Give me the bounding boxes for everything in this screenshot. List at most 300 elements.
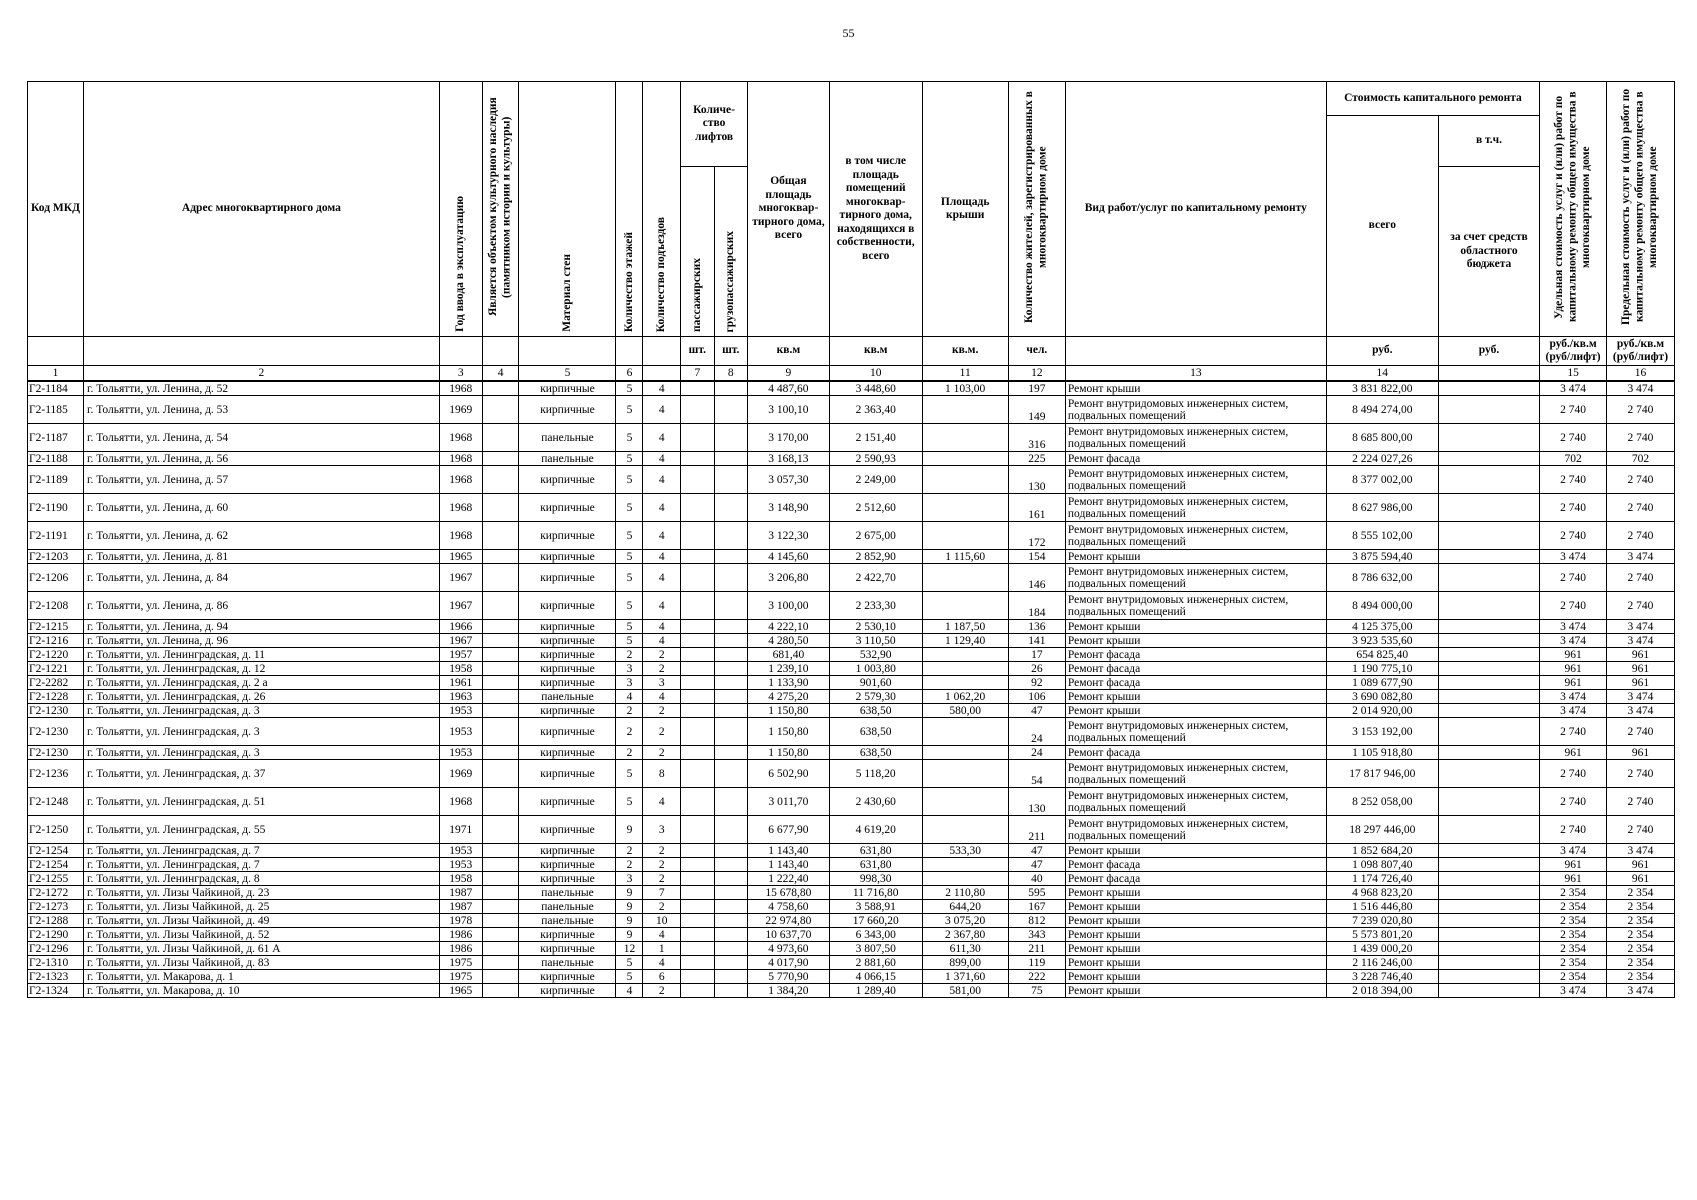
cell-residents: 154 bbox=[1008, 550, 1065, 564]
cell-cost-total: 8 627 986,00 bbox=[1326, 494, 1438, 522]
cell-entrances: 4 bbox=[643, 381, 681, 396]
cell-owned-area: 1 003,80 bbox=[829, 662, 922, 676]
header-year-text: Год ввода в эксплуатацию bbox=[454, 196, 467, 332]
cell-lifts-passenger bbox=[681, 466, 714, 494]
cell-work-type bbox=[1065, 900, 1326, 914]
cell-work-type bbox=[1065, 872, 1326, 886]
cell-max-cost: 2 354 bbox=[1606, 900, 1674, 914]
cell-year: 1969 bbox=[439, 760, 482, 788]
table-row bbox=[28, 424, 1675, 452]
unit-max-cost: руб./кв.м (руб/лифт) bbox=[1606, 337, 1674, 366]
cell-floors: 9 bbox=[616, 816, 643, 844]
cell-code: Г2-1184 bbox=[28, 381, 84, 396]
cell-heritage bbox=[482, 634, 519, 648]
cell-floors: 3 bbox=[616, 662, 643, 676]
cell-cost-regional bbox=[1438, 494, 1539, 522]
cell-cost-regional bbox=[1438, 424, 1539, 452]
cell-lifts-passenger bbox=[681, 424, 714, 452]
cell-floors: 5 bbox=[616, 970, 643, 984]
cell-work-type bbox=[1065, 746, 1326, 760]
cell-work-type bbox=[1065, 788, 1326, 816]
cell-wall-material: кирпичные bbox=[519, 844, 616, 858]
cell-residents: 47 bbox=[1008, 858, 1065, 872]
cell-entrances: 8 bbox=[643, 760, 681, 788]
cell-wall-material: кирпичные bbox=[519, 564, 616, 592]
cell-total-area: 1 143,40 bbox=[747, 844, 829, 858]
cell-work-type bbox=[1065, 396, 1326, 424]
cell-lifts-passenger bbox=[681, 872, 714, 886]
cell-max-cost: 2 740 bbox=[1606, 494, 1674, 522]
cell-code: Г2-1254 bbox=[28, 844, 84, 858]
work-type-line-2: подвальных помещений bbox=[1067, 577, 1186, 590]
cell-roof-area: 3 075,20 bbox=[922, 914, 1008, 928]
cell-entrances: 4 bbox=[643, 928, 681, 942]
cell-work-type bbox=[1065, 634, 1326, 648]
cell-max-cost: 2 354 bbox=[1606, 942, 1674, 956]
cell-lifts-passenger bbox=[681, 858, 714, 872]
cell-owned-area: 2 579,30 bbox=[829, 690, 922, 704]
cell-lifts-cargo bbox=[714, 844, 747, 858]
cell-address: г. Тольятти, ул. Ленинградская, д. 12 bbox=[84, 662, 440, 676]
cell-roof-area: 1 103,00 bbox=[922, 381, 1008, 396]
cell-lifts-passenger bbox=[681, 718, 714, 746]
cell-cost-regional bbox=[1438, 620, 1539, 634]
table-row bbox=[28, 466, 1675, 494]
cell-year: 1958 bbox=[439, 872, 482, 886]
cell-heritage bbox=[482, 550, 519, 564]
cell-year: 1987 bbox=[439, 900, 482, 914]
cell-lifts-cargo bbox=[714, 634, 747, 648]
table-row bbox=[28, 956, 1675, 970]
cell-lifts-passenger bbox=[681, 746, 714, 760]
cell-total-area: 4 280,50 bbox=[747, 634, 829, 648]
cell-entrances: 2 bbox=[643, 718, 681, 746]
cell-wall-material: кирпичные bbox=[519, 984, 616, 998]
cell-total-area: 4 973,60 bbox=[747, 942, 829, 956]
cell-roof-area bbox=[922, 816, 1008, 844]
col-number: 5 bbox=[519, 366, 616, 382]
cell-unit-cost: 2 740 bbox=[1540, 494, 1607, 522]
work-type-line: Ремонт крыши bbox=[1067, 984, 1141, 997]
work-type-line: Ремонт внутридомовых инженерных систем, bbox=[1067, 593, 1289, 606]
cell-roof-area bbox=[922, 718, 1008, 746]
cell-total-area: 10 637,70 bbox=[747, 928, 829, 942]
cell-floors: 2 bbox=[616, 844, 643, 858]
work-type-line: Ремонт внутридомовых инженерных систем, bbox=[1067, 467, 1289, 480]
cell-address: г. Тольятти, ул. Лизы Чайкиной, д. 83 bbox=[84, 956, 440, 970]
header-residents bbox=[1008, 82, 1065, 337]
cell-address: г. Тольятти, ул. Ленинградская, д. 37 bbox=[84, 760, 440, 788]
header-cost-total: всего bbox=[1326, 116, 1438, 337]
header-floors-text: Количество этажей bbox=[622, 231, 635, 332]
cell-lifts-cargo bbox=[714, 886, 747, 900]
cell-entrances: 4 bbox=[643, 494, 681, 522]
cell-address: г. Тольятти, ул. Макарова, д. 1 bbox=[84, 970, 440, 984]
cell-total-area: 5 770,90 bbox=[747, 970, 829, 984]
work-type-line: Ремонт крыши bbox=[1067, 620, 1141, 633]
cell-cost-regional bbox=[1438, 886, 1539, 900]
cell-unit-cost: 2 354 bbox=[1540, 942, 1607, 956]
cell-wall-material: панельные bbox=[519, 914, 616, 928]
cell-lifts-passenger bbox=[681, 522, 714, 550]
cell-lifts-passenger bbox=[681, 564, 714, 592]
cell-owned-area: 11 716,80 bbox=[829, 886, 922, 900]
col-number-empty bbox=[1438, 366, 1539, 382]
cell-wall-material: кирпичные bbox=[519, 662, 616, 676]
cell-unit-cost: 961 bbox=[1540, 746, 1607, 760]
cell-wall-material: кирпичные bbox=[519, 816, 616, 844]
cell-code: Г2-1230 bbox=[28, 746, 84, 760]
table-row bbox=[28, 942, 1675, 956]
cell-address: г. Тольятти, ул. Ленинградская, д. 11 bbox=[84, 648, 440, 662]
cell-owned-area: 2 249,00 bbox=[829, 466, 922, 494]
cell-entrances: 4 bbox=[643, 396, 681, 424]
cell-owned-area: 2 430,60 bbox=[829, 788, 922, 816]
cell-residents: 24 bbox=[1008, 746, 1065, 760]
cell-cost-total: 17 817 946,00 bbox=[1326, 760, 1438, 788]
cell-residents: 161 bbox=[1008, 494, 1065, 522]
cell-wall-material: кирпичные bbox=[519, 858, 616, 872]
cell-floors: 5 bbox=[616, 956, 643, 970]
work-type-line: Ремонт внутридомовых инженерных систем, bbox=[1067, 817, 1289, 830]
cell-roof-area bbox=[922, 746, 1008, 760]
work-type-line: Ремонт внутридомовых инженерных систем, bbox=[1067, 523, 1289, 536]
cell-year: 1968 bbox=[439, 452, 482, 466]
table-row bbox=[28, 564, 1675, 592]
work-type-line: Ремонт крыши bbox=[1067, 956, 1141, 969]
cell-owned-area: 2 512,60 bbox=[829, 494, 922, 522]
col-number: 12 bbox=[1008, 366, 1065, 382]
cell-cost-total: 2 224 027,26 bbox=[1326, 452, 1438, 466]
work-type-line-2: подвальных помещений bbox=[1067, 437, 1186, 450]
cell-cost-total: 3 690 082,80 bbox=[1326, 690, 1438, 704]
cell-year: 1957 bbox=[439, 648, 482, 662]
cell-floors: 9 bbox=[616, 886, 643, 900]
cell-address: г. Тольятти, ул. Ленинградская, д. 26 bbox=[84, 690, 440, 704]
table-row bbox=[28, 592, 1675, 620]
cell-lifts-cargo bbox=[714, 690, 747, 704]
cell-lifts-cargo bbox=[714, 676, 747, 690]
cell-heritage bbox=[482, 452, 519, 466]
cell-max-cost: 2 354 bbox=[1606, 886, 1674, 900]
cell-year: 1971 bbox=[439, 816, 482, 844]
cell-unit-cost: 3 474 bbox=[1540, 634, 1607, 648]
table-row bbox=[28, 928, 1675, 942]
cell-heritage bbox=[482, 396, 519, 424]
cell-lifts-cargo bbox=[714, 900, 747, 914]
header-roof-area: Площадь крыши bbox=[922, 82, 1008, 337]
cell-owned-area: 638,50 bbox=[829, 718, 922, 746]
cell-lifts-passenger bbox=[681, 816, 714, 844]
cell-lifts-cargo bbox=[714, 970, 747, 984]
cell-cost-regional bbox=[1438, 914, 1539, 928]
unit-work-type bbox=[1065, 337, 1326, 366]
cell-wall-material: кирпичные bbox=[519, 928, 616, 942]
header-unit-cost-text: Удельная стоимость услуг и (или) работ по капитальному ремонту общего имущества в многоквартирном доме bbox=[1552, 91, 1592, 323]
cell-lifts-cargo bbox=[714, 718, 747, 746]
cell-lifts-cargo bbox=[714, 760, 747, 788]
cell-entrances: 3 bbox=[643, 676, 681, 690]
cell-unit-cost: 3 474 bbox=[1540, 620, 1607, 634]
work-type-line: Ремонт фасада bbox=[1067, 676, 1141, 689]
work-type-line: Ремонт внутридомовых инженерных систем, bbox=[1067, 397, 1289, 410]
cell-entrances: 4 bbox=[643, 634, 681, 648]
cell-unit-cost: 2 740 bbox=[1540, 760, 1607, 788]
cell-address: г. Тольятти, ул. Ленинградская, д. 3 bbox=[84, 746, 440, 760]
cell-year: 1967 bbox=[439, 592, 482, 620]
cell-lifts-cargo bbox=[714, 381, 747, 396]
cell-work-type bbox=[1065, 886, 1326, 900]
cell-code: Г2-1228 bbox=[28, 690, 84, 704]
cell-cost-total: 1 190 775,10 bbox=[1326, 662, 1438, 676]
cell-total-area: 681,40 bbox=[747, 648, 829, 662]
cell-residents: 211 bbox=[1008, 816, 1065, 844]
cell-entrances: 6 bbox=[643, 970, 681, 984]
cell-total-area: 1 150,80 bbox=[747, 746, 829, 760]
cell-roof-area: 2 367,80 bbox=[922, 928, 1008, 942]
cell-lifts-cargo bbox=[714, 956, 747, 970]
cell-address: г. Тольятти, ул. Ленина, д. 56 bbox=[84, 452, 440, 466]
cell-work-type bbox=[1065, 858, 1326, 872]
cell-lifts-passenger bbox=[681, 634, 714, 648]
cell-work-type bbox=[1065, 914, 1326, 928]
work-type-line-2: подвальных помещений bbox=[1067, 829, 1186, 842]
cell-code: Г2-1188 bbox=[28, 452, 84, 466]
cell-lifts-passenger bbox=[681, 886, 714, 900]
cell-code: Г2-1220 bbox=[28, 648, 84, 662]
cell-roof-area: 1 187,50 bbox=[922, 620, 1008, 634]
cell-cost-regional bbox=[1438, 662, 1539, 676]
cell-year: 1968 bbox=[439, 466, 482, 494]
cell-work-type bbox=[1065, 760, 1326, 788]
cell-address: г. Тольятти, ул. Ленинградская, д. 2 а bbox=[84, 676, 440, 690]
col-number: 8 bbox=[714, 366, 747, 382]
header-lifts-cargo-text: грузопассажирских bbox=[724, 230, 736, 332]
cell-cost-total: 1 089 677,90 bbox=[1326, 676, 1438, 690]
cell-total-area: 6 677,90 bbox=[747, 816, 829, 844]
cell-cost-regional bbox=[1438, 844, 1539, 858]
cell-roof-area bbox=[922, 676, 1008, 690]
cell-owned-area: 3 110,50 bbox=[829, 634, 922, 648]
unit-unit-cost: руб./кв.м (руб/лифт) bbox=[1540, 337, 1607, 366]
cell-max-cost: 2 354 bbox=[1606, 914, 1674, 928]
cell-floors: 3 bbox=[616, 872, 643, 886]
cell-roof-area bbox=[922, 424, 1008, 452]
cell-residents: 812 bbox=[1008, 914, 1065, 928]
cell-owned-area: 2 233,30 bbox=[829, 592, 922, 620]
work-type-line: Ремонт крыши bbox=[1067, 886, 1141, 899]
cell-lifts-cargo bbox=[714, 704, 747, 718]
col-number: 13 bbox=[1065, 366, 1326, 382]
cell-year: 1975 bbox=[439, 970, 482, 984]
cell-floors: 5 bbox=[616, 592, 643, 620]
cell-floors: 5 bbox=[616, 564, 643, 592]
cell-heritage bbox=[482, 886, 519, 900]
cell-cost-total: 3 923 535,60 bbox=[1326, 634, 1438, 648]
col-number: 4 bbox=[482, 366, 519, 382]
cell-cost-total: 1 174 726,40 bbox=[1326, 872, 1438, 886]
cell-lifts-cargo bbox=[714, 494, 747, 522]
cell-work-type bbox=[1065, 844, 1326, 858]
cell-max-cost: 961 bbox=[1606, 872, 1674, 886]
cell-owned-area: 638,50 bbox=[829, 704, 922, 718]
cell-entrances: 2 bbox=[643, 662, 681, 676]
cell-unit-cost: 961 bbox=[1540, 872, 1607, 886]
cell-lifts-cargo bbox=[714, 396, 747, 424]
cell-cost-regional bbox=[1438, 564, 1539, 592]
cell-total-area: 22 974,80 bbox=[747, 914, 829, 928]
cell-wall-material: кирпичные bbox=[519, 396, 616, 424]
cell-owned-area: 2 530,10 bbox=[829, 620, 922, 634]
cell-owned-area: 638,50 bbox=[829, 746, 922, 760]
cell-heritage bbox=[482, 872, 519, 886]
cell-heritage bbox=[482, 381, 519, 396]
cell-lifts-cargo bbox=[714, 662, 747, 676]
cell-cost-total: 8 377 002,00 bbox=[1326, 466, 1438, 494]
cell-code: Г2-1323 bbox=[28, 970, 84, 984]
cell-entrances: 4 bbox=[643, 620, 681, 634]
cell-unit-cost: 702 bbox=[1540, 452, 1607, 466]
cell-floors: 5 bbox=[616, 381, 643, 396]
cell-unit-cost: 3 474 bbox=[1540, 844, 1607, 858]
cell-code: Г2-1310 bbox=[28, 956, 84, 970]
cell-total-area: 1 150,80 bbox=[747, 718, 829, 746]
capital-repair-register-table bbox=[27, 81, 1675, 998]
cell-owned-area: 532,90 bbox=[829, 648, 922, 662]
cell-cost-regional bbox=[1438, 858, 1539, 872]
unit-address bbox=[84, 337, 440, 366]
cell-floors: 9 bbox=[616, 900, 643, 914]
cell-roof-area bbox=[922, 872, 1008, 886]
work-type-line: Ремонт крыши bbox=[1067, 970, 1141, 983]
cell-heritage bbox=[482, 648, 519, 662]
cell-lifts-passenger bbox=[681, 592, 714, 620]
cell-total-area: 4 145,60 bbox=[747, 550, 829, 564]
cell-entrances: 4 bbox=[643, 592, 681, 620]
table-row bbox=[28, 704, 1675, 718]
cell-year: 1986 bbox=[439, 928, 482, 942]
header-cost-incl: в т.ч. bbox=[1438, 116, 1539, 167]
work-type-line: Ремонт внутридомовых инженерных систем, bbox=[1067, 565, 1289, 578]
cell-roof-area: 1 062,20 bbox=[922, 690, 1008, 704]
cell-address: г. Тольятти, ул. Макарова, д. 10 bbox=[84, 984, 440, 998]
cell-cost-total: 5 573 801,20 bbox=[1326, 928, 1438, 942]
cell-max-cost: 2 740 bbox=[1606, 816, 1674, 844]
cell-unit-cost: 2 740 bbox=[1540, 564, 1607, 592]
cell-owned-area: 631,80 bbox=[829, 858, 922, 872]
cell-roof-area bbox=[922, 564, 1008, 592]
cell-work-type bbox=[1065, 564, 1326, 592]
cell-lifts-passenger bbox=[681, 984, 714, 998]
cell-unit-cost: 3 474 bbox=[1540, 984, 1607, 998]
cell-code: Г2-1230 bbox=[28, 718, 84, 746]
cell-floors: 5 bbox=[616, 760, 643, 788]
cell-roof-area: 1 129,40 bbox=[922, 634, 1008, 648]
header-owned-area: в том числе площадь помещений многоквар-тирного дома, находящихся в собственности, всего bbox=[829, 82, 922, 337]
cell-roof-area: 533,30 bbox=[922, 844, 1008, 858]
cell-unit-cost: 2 740 bbox=[1540, 592, 1607, 620]
cell-work-type bbox=[1065, 494, 1326, 522]
cell-roof-area: 581,00 bbox=[922, 984, 1008, 998]
cell-floors: 4 bbox=[616, 690, 643, 704]
cell-residents: 136 bbox=[1008, 620, 1065, 634]
table-row bbox=[28, 858, 1675, 872]
cell-unit-cost: 961 bbox=[1540, 648, 1607, 662]
cell-max-cost: 2 740 bbox=[1606, 424, 1674, 452]
cell-cost-total: 8 786 632,00 bbox=[1326, 564, 1438, 592]
cell-heritage bbox=[482, 564, 519, 592]
cell-cost-total: 1 098 807,40 bbox=[1326, 858, 1438, 872]
cell-code: Г2-1221 bbox=[28, 662, 84, 676]
cell-residents: 222 bbox=[1008, 970, 1065, 984]
cell-code: Г2-1236 bbox=[28, 760, 84, 788]
table-row bbox=[28, 396, 1675, 424]
cell-total-area: 3 206,80 bbox=[747, 564, 829, 592]
work-type-line: Ремонт внутридомовых инженерных систем, bbox=[1067, 495, 1289, 508]
cell-max-cost: 961 bbox=[1606, 746, 1674, 760]
cell-cost-total: 8 555 102,00 bbox=[1326, 522, 1438, 550]
cell-lifts-passenger bbox=[681, 494, 714, 522]
cell-residents: 184 bbox=[1008, 592, 1065, 620]
cell-work-type bbox=[1065, 956, 1326, 970]
cell-owned-area: 2 881,60 bbox=[829, 956, 922, 970]
work-type-line-2: подвальных помещений bbox=[1067, 535, 1186, 548]
cell-unit-cost: 2 354 bbox=[1540, 956, 1607, 970]
cell-year: 1978 bbox=[439, 914, 482, 928]
work-type-line: Ремонт крыши bbox=[1067, 690, 1141, 703]
cell-lifts-cargo bbox=[714, 872, 747, 886]
cell-code: Г2-1185 bbox=[28, 396, 84, 424]
cell-total-area: 4 487,60 bbox=[747, 381, 829, 396]
cell-wall-material: кирпичные bbox=[519, 381, 616, 396]
cell-wall-material: кирпичные bbox=[519, 872, 616, 886]
cell-year: 1963 bbox=[439, 690, 482, 704]
col-number: 14 bbox=[1326, 366, 1438, 382]
cell-year: 1987 bbox=[439, 886, 482, 900]
cell-code: Г2-1273 bbox=[28, 900, 84, 914]
cell-wall-material: кирпичные bbox=[519, 634, 616, 648]
cell-roof-area: 1 115,60 bbox=[922, 550, 1008, 564]
cell-entrances: 4 bbox=[643, 690, 681, 704]
cell-max-cost: 702 bbox=[1606, 452, 1674, 466]
cell-lifts-cargo bbox=[714, 550, 747, 564]
cell-lifts-cargo bbox=[714, 522, 747, 550]
cell-heritage bbox=[482, 718, 519, 746]
cell-code: Г2-1324 bbox=[28, 984, 84, 998]
cell-max-cost: 961 bbox=[1606, 662, 1674, 676]
cell-cost-regional bbox=[1438, 396, 1539, 424]
work-type-line: Ремонт крыши bbox=[1067, 704, 1141, 717]
table-body bbox=[28, 381, 1675, 998]
cell-cost-regional bbox=[1438, 381, 1539, 396]
table-row bbox=[28, 900, 1675, 914]
cell-owned-area: 998,30 bbox=[829, 872, 922, 886]
unit-cost-total: руб. bbox=[1326, 337, 1438, 366]
cell-total-area: 3 011,70 bbox=[747, 788, 829, 816]
cell-cost-total: 3 153 192,00 bbox=[1326, 718, 1438, 746]
cell-wall-material: панельные bbox=[519, 956, 616, 970]
table-row bbox=[28, 886, 1675, 900]
cell-heritage bbox=[482, 746, 519, 760]
cell-lifts-passenger bbox=[681, 956, 714, 970]
cell-work-type bbox=[1065, 452, 1326, 466]
cell-wall-material: панельные bbox=[519, 452, 616, 466]
cell-code: Г2-1290 bbox=[28, 928, 84, 942]
cell-owned-area: 5 118,20 bbox=[829, 760, 922, 788]
cell-address: г. Тольятти, ул. Ленина, д. 94 bbox=[84, 620, 440, 634]
cell-work-type bbox=[1065, 522, 1326, 550]
cell-max-cost: 2 354 bbox=[1606, 928, 1674, 942]
